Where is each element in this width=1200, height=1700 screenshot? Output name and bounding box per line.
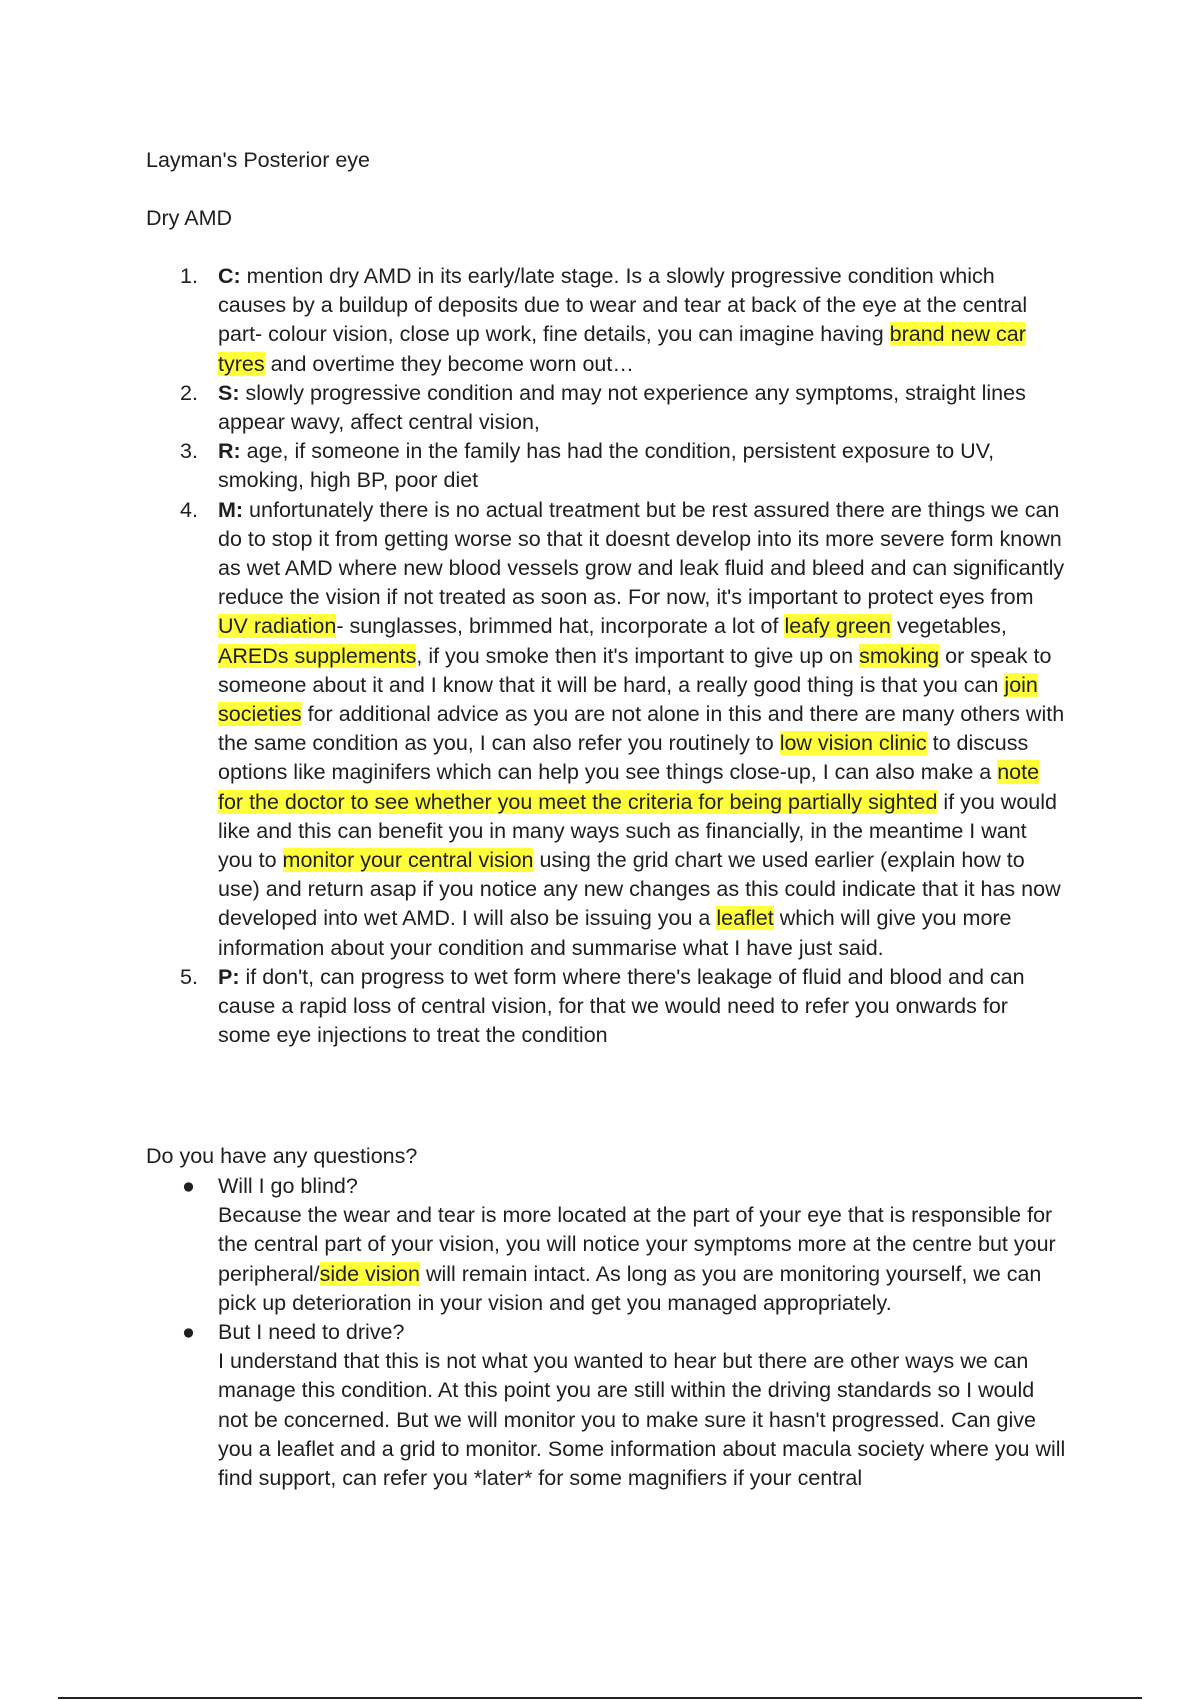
item-text: if you would like and this can benefit you in many ways such as financially, in the meantime I want you to	[218, 789, 1057, 873]
highlighted-text: join societies	[218, 672, 1038, 727]
section-title: Dry AMD	[146, 206, 232, 230]
item-text: which will give you more information about your condition and summarise what I have just said.	[218, 906, 1012, 960]
questions-list	[146, 1172, 1066, 1493]
highlighted-text: smoking	[859, 643, 940, 668]
item-text: for additional advice as you are not alone in this and there are many others with the same condition as you, I can also refer you routinely to	[218, 702, 1065, 756]
bullet-icon: ●	[182, 1320, 195, 1345]
item-text: vegetables,	[890, 614, 1007, 639]
item-label: R:	[218, 439, 241, 464]
highlighted-text: UV radiation	[218, 614, 337, 639]
list-item	[146, 437, 1066, 495]
item-text: or speak to someone about it and I know that it will be hard, a really good thing is that you can	[218, 643, 1052, 697]
item-text: age, if someone in the family has had the condition, persistent exposure to UV, smoking, high BP, poor diet	[218, 439, 995, 493]
item-text: unfortunately there is no actual treatment but be rest assured there are things we can do to stop it from getting worse so that it doesnt develop into its more severe form known as wet AMD where new blood vessels grow and leak fluid and bleed and can significantly reduce the vision if not treated as soon as. For now, it's important to protect eyes from	[218, 497, 1065, 610]
list-number: 1.	[180, 264, 198, 288]
highlighted-text: note for the doctor to see whether you meet the criteria for being partially sighted	[218, 760, 1040, 814]
question-text: But I need to drive?	[218, 1320, 405, 1345]
list-number: 5.	[180, 964, 198, 989]
item-label: P:	[218, 964, 240, 989]
highlighted-text: leafy green	[784, 614, 891, 639]
highlighted-text: low vision clinic	[779, 731, 927, 756]
highlighted-text: leaflet	[716, 906, 774, 931]
item-label: S:	[218, 380, 240, 405]
numbered-list	[146, 262, 1066, 1050]
item-label: M:	[218, 497, 244, 522]
list-number: 4.	[180, 497, 198, 522]
answer-text	[218, 1201, 1066, 1318]
item-text: - sunglasses, brimmed hat, incorporate a lot of	[336, 614, 785, 639]
questions-heading: Do you have any questions?	[146, 1144, 418, 1168]
list-item	[146, 496, 1066, 963]
list-number: 2.	[180, 380, 198, 405]
answer-segment: Because the wear and tear is more located at the part of your eye that is responsible for the central part of your vision, you will notice your symptoms more at the centre but your peripheral/	[218, 1203, 1056, 1286]
document-title: Layman's Posterior eye	[146, 148, 370, 172]
question-text: Will I go blind?	[218, 1174, 358, 1198]
bullet-icon: ●	[182, 1174, 195, 1198]
item-text: and overtime they become worn out…	[264, 351, 634, 376]
answer-text	[218, 1347, 1066, 1493]
answer-segment: I understand that this is not what you wanted to hear but there are other ways we can manage this condition. At this point you are still within the driving standards so I would not be concerned. But we will monitor you to make sure it hasn't progressed. Can give you a leaflet and a grid to monitor. Some information about macula society where you will find support, can refer you *later* for some magnifiers if your central	[218, 1349, 1066, 1491]
page-bottom-divider	[58, 1697, 1142, 1699]
item-text: if don't, can progress to wet form where there's leakage of fluid and blood and can cause a rapid loss of central vision, for that we would need to refer you onwards for some eye injections to treat the condition	[218, 964, 1025, 1048]
list-item	[146, 963, 1066, 1051]
highlighted-text: brand new car tyres	[218, 322, 1026, 376]
list-number: 3.	[180, 439, 198, 464]
item-label: C:	[218, 264, 241, 288]
question-item	[146, 1318, 1066, 1493]
highlighted-text: monitor your central vision	[282, 848, 534, 873]
item-text: using the grid chart we used earlier (explain how to use) and return asap if you notice any new changes as this could indicate that it has now developed into wet AMD. I will also be issuing you a	[218, 848, 1061, 931]
list-item	[146, 379, 1066, 437]
highlighted-text: side vision	[319, 1261, 420, 1286]
list-item	[146, 262, 1066, 379]
item-text: slowly progressive condition and may not experience any symptoms, straight lines appear wavy, affect central vision,	[218, 380, 1026, 435]
question-item	[146, 1172, 1066, 1318]
item-text: to discuss options like maginifers which can help you see things close-up, I can also make a	[218, 731, 1029, 785]
item-text: , if you smoke then it's important to give up on	[416, 643, 860, 668]
item-text: mention dry AMD in its early/late stage. Is a slowly progressive condition which causes by a buildup of deposits due to wear and tear at back of the eye at the central part- colour vision, close up work, fine details, you can imagine having	[218, 264, 1028, 347]
answer-segment: will remain intact. As long as you are monitoring yourself, we can pick up deterioration in your vision and get you managed appropriately.	[218, 1261, 1042, 1315]
highlighted-text: AREDs supplements	[218, 643, 417, 668]
